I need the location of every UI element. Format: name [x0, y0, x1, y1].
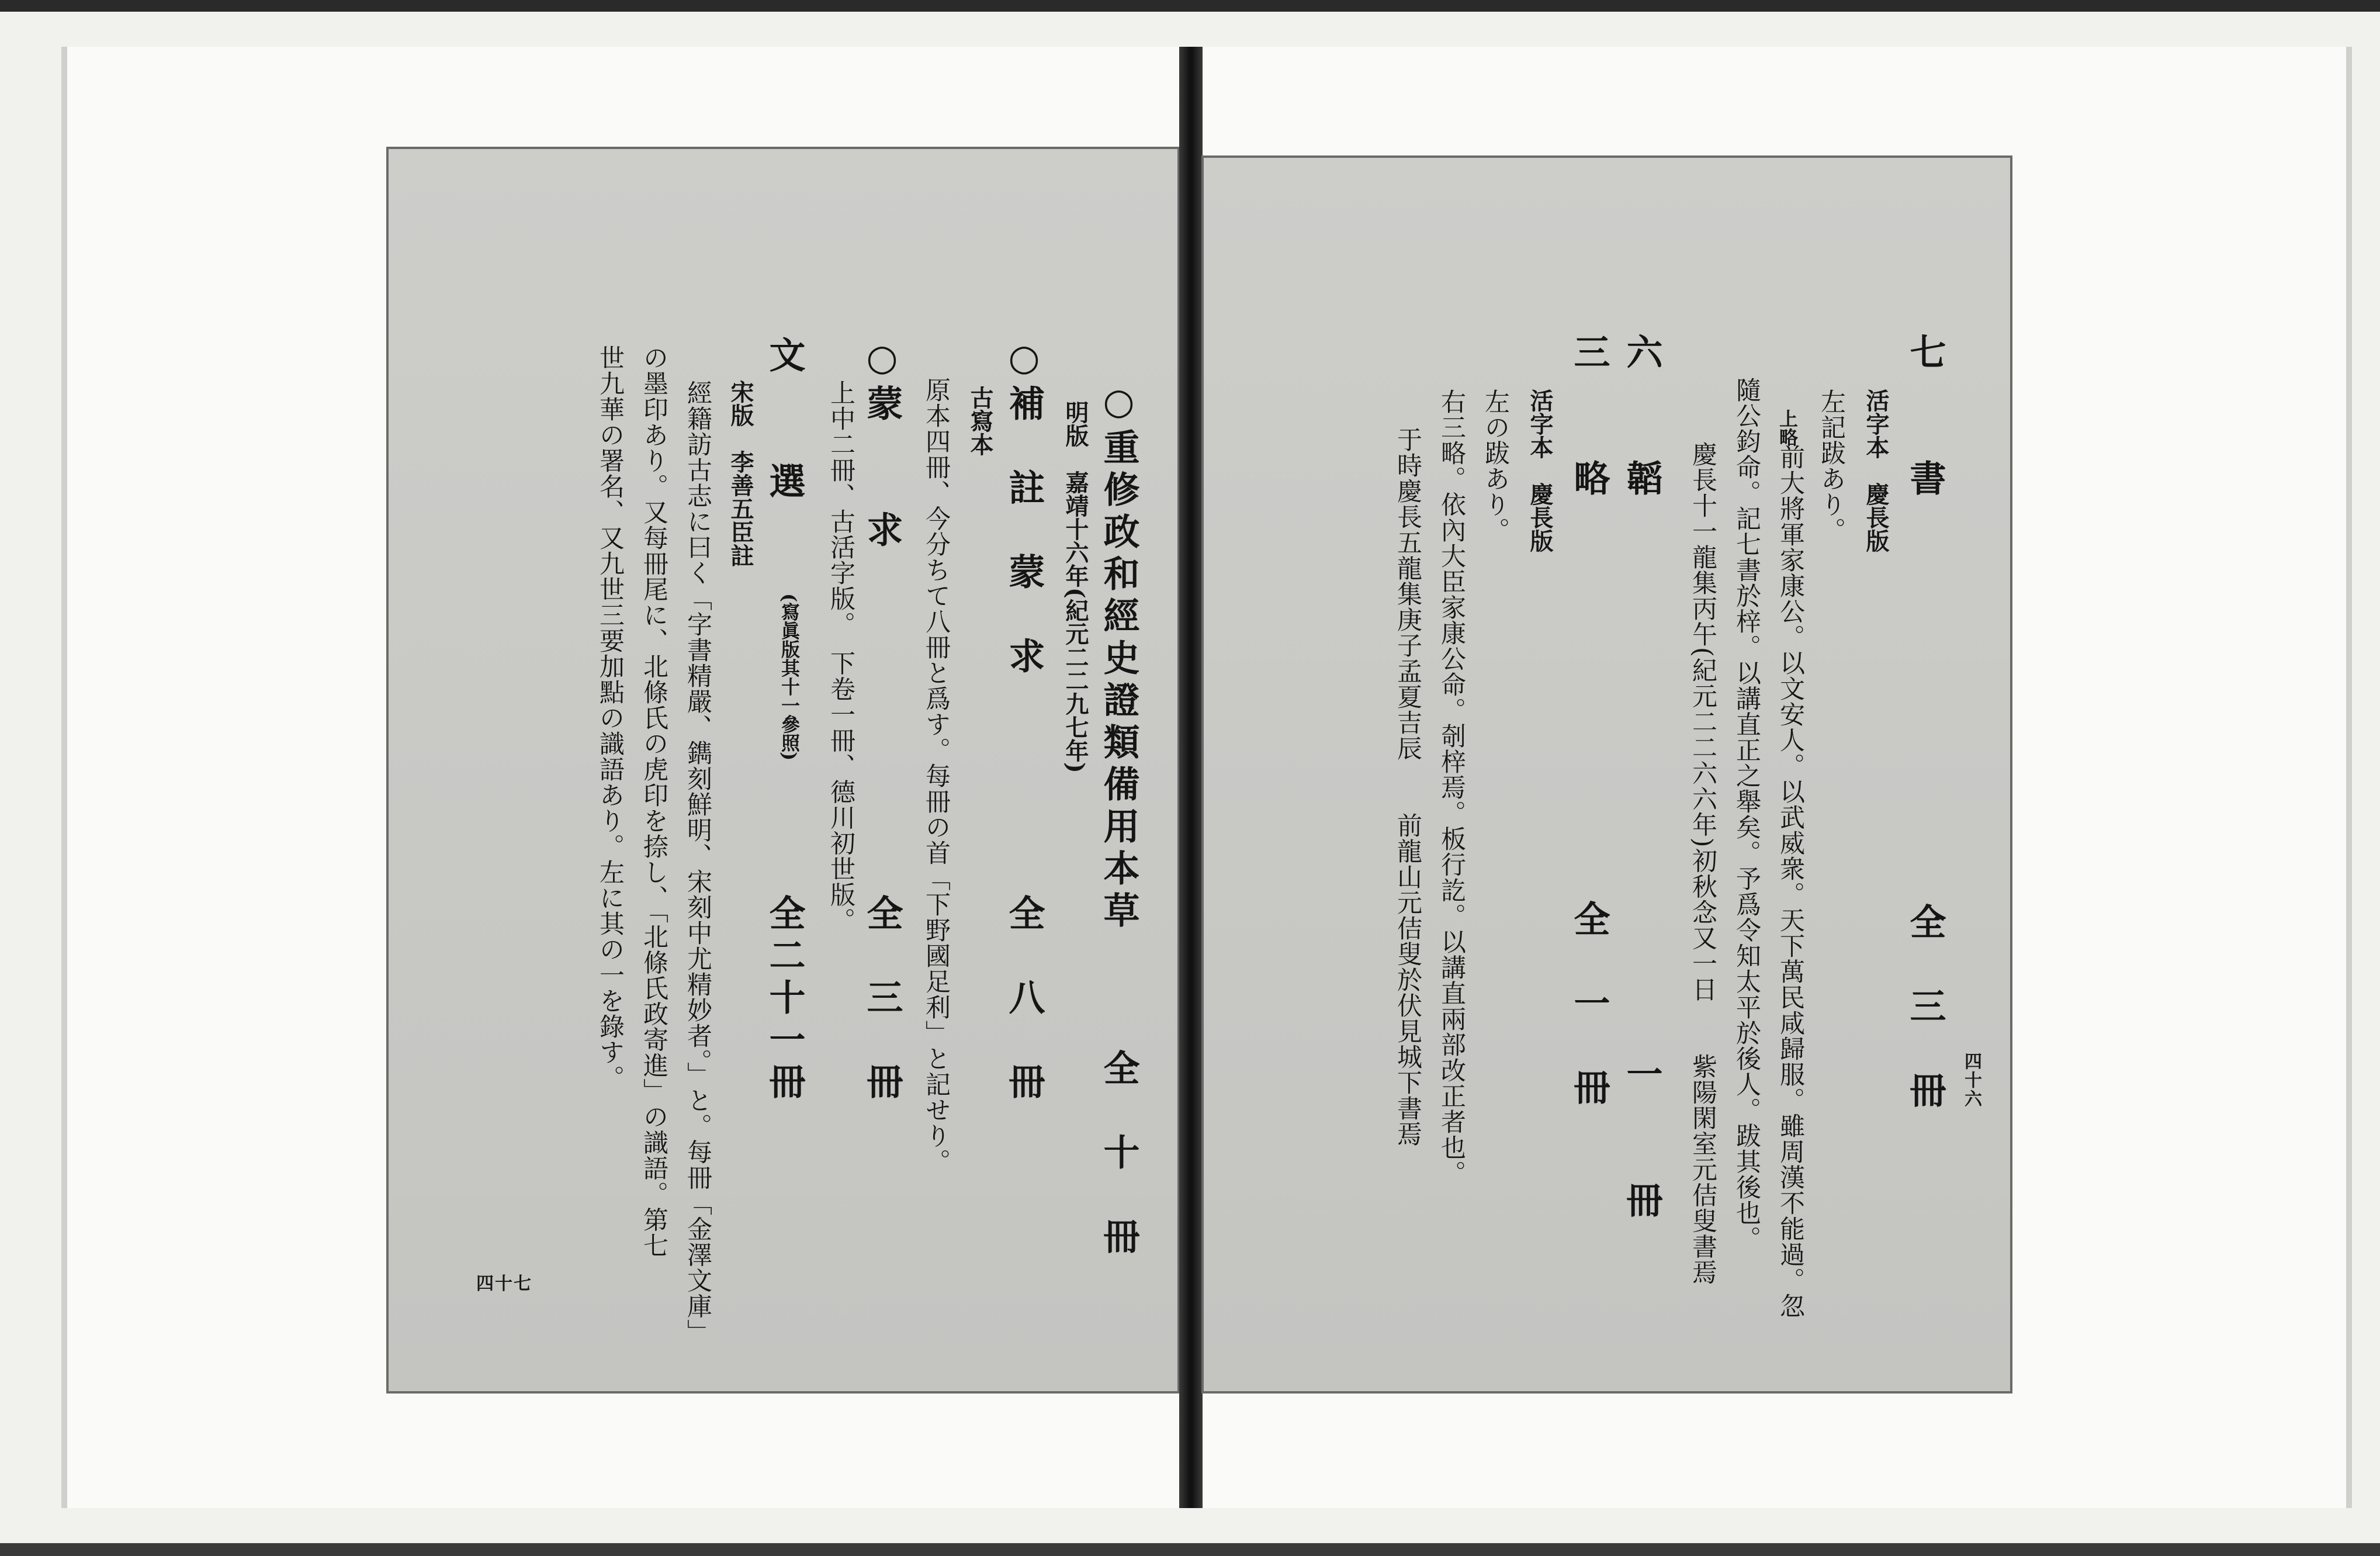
- entry-note-line: の墨印あり。又每冊尾に、北條氏の虎印を捺し、「北條氏政寄進」の識語。第七: [639, 345, 668, 1258]
- entry-title: 三 略: [1568, 333, 1610, 502]
- left-page: [389, 149, 1177, 1391]
- entry-title: ○蒙 求: [861, 336, 903, 553]
- entry-note-line: 經籍訪古志に曰く「字書精嚴、鐫刻鮮明、宋刻中尤精妙者。」と。每冊「金澤文庫」: [683, 380, 712, 1345]
- quote-line: 右三略。依內大臣家康公命。剞梓焉。板行訖。以講直兩部改正者也。: [1437, 389, 1466, 1186]
- entry-note-line: 世九華の署名、又九世三要加點の識語あり。左に其の一を錄す。: [595, 345, 625, 1091]
- entry-volumes: 全 三 冊: [861, 894, 903, 1105]
- entry-edition: 古寫本: [966, 386, 994, 456]
- entry-edition: 活字本 慶長版: [1862, 389, 1890, 552]
- entry-title: 六 韜: [1620, 333, 1663, 502]
- entry-note: 左の跋あり。: [1481, 389, 1510, 543]
- page-number: 四十六: [1961, 1052, 1981, 1108]
- entry-volumes: 全 八 冊: [1003, 894, 1045, 1105]
- right-page: [1204, 158, 2010, 1391]
- small-mark: 上略: [1776, 409, 1799, 447]
- book-gutter: [1179, 47, 1203, 1508]
- scan-bottom-edge: [0, 1543, 2380, 1556]
- entry-title: 七 書: [1904, 333, 1946, 502]
- quote-line: 慶長十一龍集丙午(紀元二二六六年)初秋念又一日 紫陽閑室元佶叟書焉: [1688, 441, 1717, 1285]
- entry-edition: 活字本 慶長版: [1526, 389, 1554, 552]
- entry-title: ○重修政和經史證類備用本草: [1097, 380, 1140, 933]
- quote-line: 于時慶長五龍集庚子孟夏吉辰 前龍山元佶叟於伏見城下書焉: [1393, 427, 1422, 1147]
- entry-edition: 明版 嘉靖十六年(紀元二二九七年): [1062, 400, 1089, 773]
- entry-note: 上中二冊、古活字版。 下卷一冊、德川初世版。: [826, 380, 855, 933]
- entry-note: 原本四冊、今分ちて八冊と爲す。每冊の首「下野國足利」と記せり。: [921, 377, 951, 1174]
- entry-reference: (寫眞版其十一參照): [778, 593, 801, 761]
- entry-title: ○補 註 蒙 求: [1003, 336, 1045, 679]
- entry-volumes: 全 十 冊: [1097, 1049, 1140, 1260]
- entry-volumes: 全 一 冊: [1568, 900, 1610, 1111]
- entry-volumes: 全二十一冊: [763, 894, 806, 1105]
- entry-note: 左記跋あり。: [1817, 389, 1846, 543]
- quote-line: 前大將軍家康公。以文安人。以武威衆。天下萬民咸歸服。雖周漢不能過。忽: [1776, 444, 1805, 1319]
- entry-volumes: 一 冊: [1620, 1055, 1663, 1223]
- scan-top-edge: [0, 0, 2380, 12]
- entry-title: 文 選: [763, 336, 806, 504]
- quote-line: 隨公鈞命。記七書於梓。以講直正之舉矣。予爲令知太平於後人。跋其後也。: [1732, 377, 1761, 1251]
- entry-volumes: 全 三 冊: [1904, 903, 1946, 1114]
- page-number: 四十七: [476, 1274, 532, 1294]
- entry-edition: 宋版 李善五臣註: [727, 380, 754, 567]
